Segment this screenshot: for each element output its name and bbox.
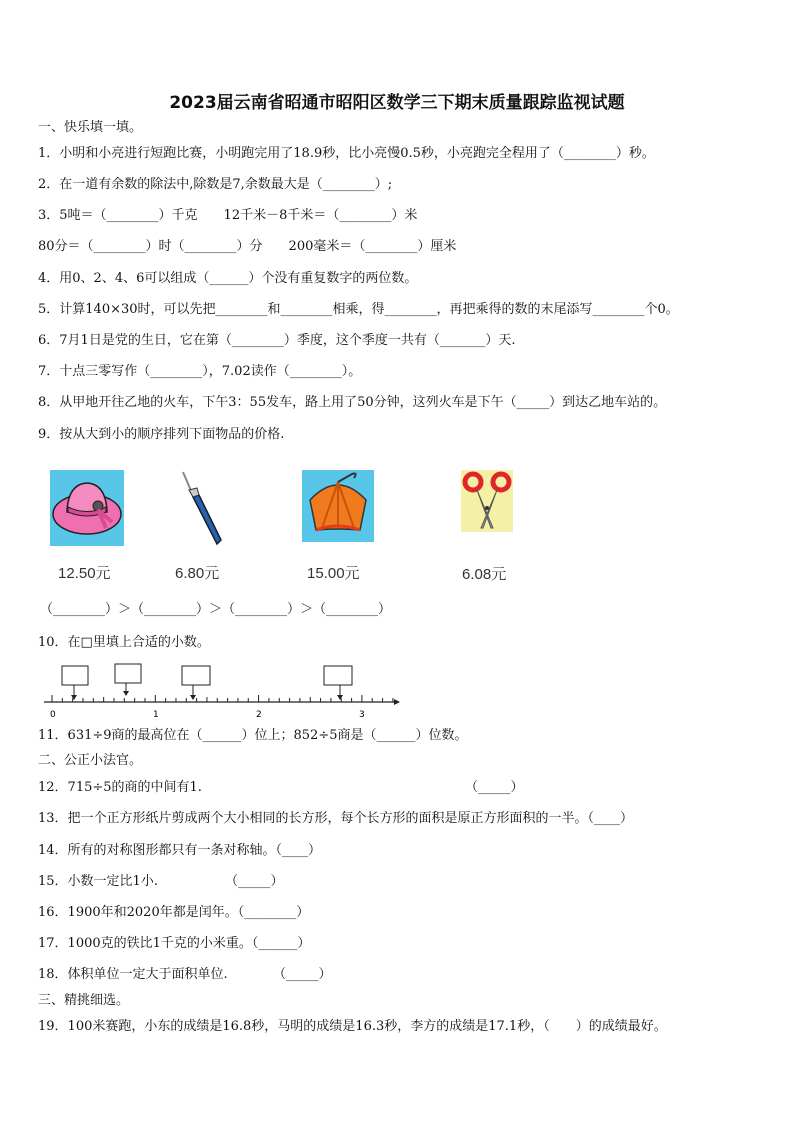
tick-label-0: 0	[50, 710, 56, 720]
question-14: 14．所有的对称图形都只有一条对称轴。（____）	[38, 843, 322, 858]
question-10: 10．在□里填上合适的小数。	[38, 635, 210, 650]
page-title: 2023届云南省昭通市昭阳区数学三下期末质量跟踪监视试题	[169, 93, 625, 113]
question-13: 13．把一个正方形纸片剪成两个大小相同的长方形，每个长方形的面积是原正方形面积的一半。（____）	[38, 811, 634, 826]
answer-box-2	[115, 664, 141, 683]
question-16: 16．1900年和2020年都是闰年。（________）	[38, 905, 310, 920]
answer-box-1	[62, 666, 88, 685]
question-3a: 3．5吨＝（________）千克 12千米－8千米＝（________）米	[38, 208, 418, 223]
umbrella-icon	[302, 470, 374, 546]
question-18-blank: （_____）	[273, 967, 332, 982]
price-order: （________）＞（________）＞（________）＞（________）	[40, 602, 392, 617]
tick-label-2: 2	[256, 710, 262, 720]
question-4: 4．用0、2、4、6可以组成（______）个没有重复数字的两位数。	[38, 271, 418, 286]
question-3b: 80分＝（________）时（________）分 200毫米＝（________）厘米	[38, 239, 457, 254]
price-brush: 6.80元	[175, 565, 220, 582]
question-1: 1．小明和小亮进行短跑比赛，小明跑完用了18.9秒，比小亮慢0.5秒，小亮跑完全程用了（________）秒。	[38, 146, 655, 161]
question-2: 2．在一道有余数的除法中,除数是7,余数最大是（________）;	[38, 177, 393, 192]
brush-icon	[175, 470, 235, 550]
price-scissors: 6.08元	[462, 566, 507, 583]
question-11: 11．631÷9商的最高位在（______）位上；852÷5商是（______）位数。	[38, 728, 468, 743]
question-5: 5．计算140×30时，可以先把________和________相乘，得________，再把乘得的数的末尾添写________个0。	[38, 302, 679, 317]
answer-box-3	[182, 666, 210, 685]
section-fill-in: 一、快乐填一填。	[38, 120, 143, 135]
question-19: 19．100米赛跑，小东的成绩是16.8秒，马明的成绩是16.3秒，李方的成绩是17.1秒，（ ）的成绩最好。	[38, 1019, 667, 1034]
question-15: 15．小数一定比1小.	[38, 874, 158, 889]
question-8: 8．从甲地开往乙地的火车，下午3：55发车，路上用了50分钟，这列火车是下午（_____）到达乙地车站的。	[38, 395, 667, 410]
price-hat: 12.50元	[58, 565, 111, 582]
tick-label-3: 3	[359, 710, 365, 720]
section-true-false: 二、公正小法官。	[38, 753, 143, 768]
question-12: 12．715÷5的商的中间有1.	[38, 780, 202, 795]
question-12-blank: （_____）	[465, 780, 524, 795]
question-6: 6．7月1日是党的生日，它在第（________）季度，这个季度一共有（_______）天.	[38, 333, 516, 348]
question-7: 7．十点三零写作（________），7.02读作（________）。	[38, 364, 362, 379]
answer-box-4	[324, 666, 352, 685]
question-9: 9．按从大到小的顺序排列下面物品的价格.	[38, 427, 285, 442]
question-18: 18．体积单位一定大于面积单位.	[38, 967, 228, 982]
question-17: 17．1000克的铁比1千克的小米重。（______）	[38, 936, 311, 951]
hat-icon	[50, 470, 124, 550]
price-umbrella: 15.00元	[307, 565, 360, 582]
section-multiple-choice: 三、精挑细选。	[38, 993, 130, 1008]
scissors-icon	[461, 470, 513, 536]
number-line	[40, 660, 410, 726]
tick-label-1: 1	[153, 710, 159, 720]
question-15-blank: （_____）	[225, 874, 284, 889]
